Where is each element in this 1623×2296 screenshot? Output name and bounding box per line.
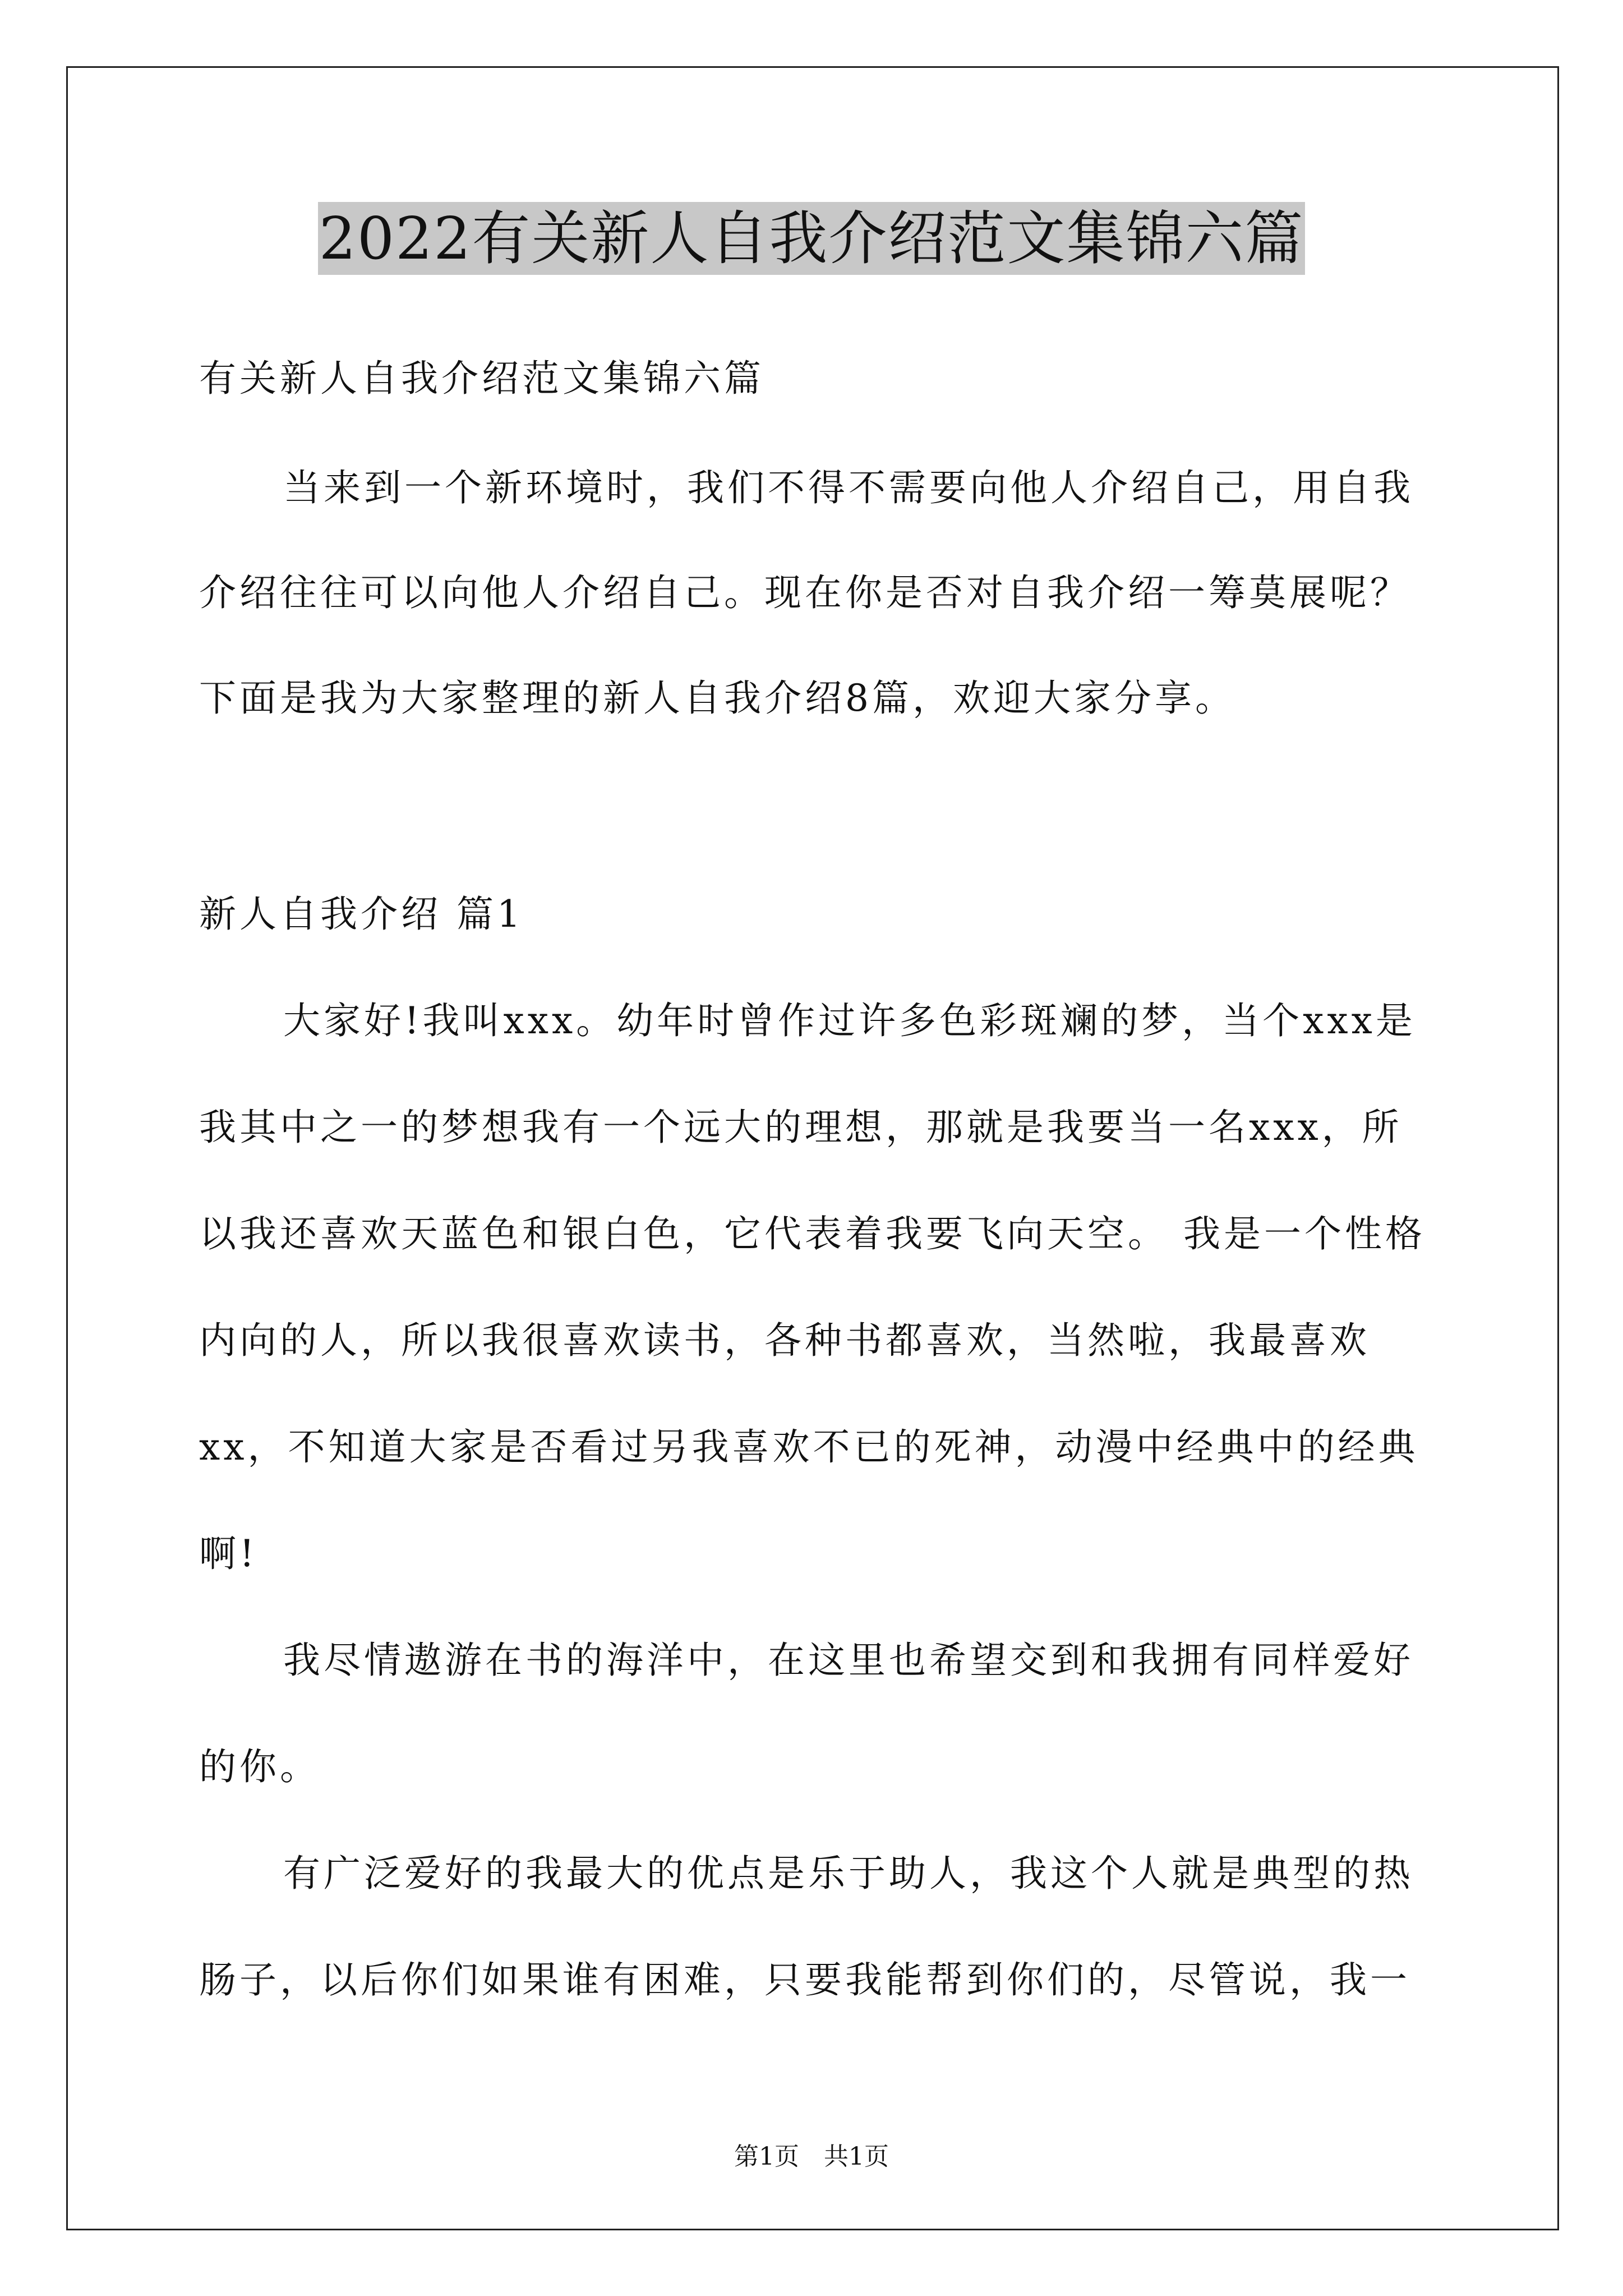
intro-line: 下面是我为大家整理的新人自我介绍8篇，欢迎大家分享。: [199, 677, 1235, 720]
paragraph-line: 啊!: [199, 1532, 258, 1575]
intro-line: 当来到一个新环境时，我们不得不需要向他人介绍自己，用自我: [283, 466, 1414, 509]
paragraph-line: 我尽情遨游在书的海洋中，在这里也希望交到和我拥有同样爱好: [283, 1639, 1414, 1682]
paragraph-line: 的你。: [199, 1745, 320, 1788]
document-subtitle: 有关新人自我介绍范文集锦六篇: [199, 357, 764, 400]
page-number-footer: 第1页 共1页: [734, 2142, 889, 2171]
paragraph-line: 大家好!我叫xxx。幼年时曾作过许多色彩斑斓的梦，当个xxx是: [283, 999, 1416, 1042]
intro-line: 介绍往往可以向他人介绍自己。现在你是否对自我介绍一筹莫展呢？: [199, 571, 1410, 614]
paragraph-line: 有广泛爱好的我最大的优点是乐于助人，我这个人就是典型的热: [283, 1852, 1414, 1895]
document-title: [0, 202, 1623, 275]
paragraph-line: 我其中之一的梦想我有一个远大的理想，那就是我要当一名xxx，所: [199, 1106, 1403, 1149]
paragraph-line: 以我还喜欢天蓝色和银白色，它代表着我要飞向天空。 我是一个性格: [199, 1212, 1426, 1255]
paragraph-line: 内向的人，所以我很喜欢读书，各种书都喜欢，当然啦，我最喜欢: [199, 1319, 1370, 1362]
section-heading: 新人自我介绍 篇1: [199, 892, 524, 936]
paragraph-line: 肠子，以后你们如果谁有困难，只要我能帮到你们的，尽管说，我一: [199, 1958, 1410, 2001]
document-title-text: 2022有关新人自我介绍范文集锦六篇: [318, 202, 1306, 275]
paragraph-line: xx，不知道大家是否看过另我喜欢不已的死神，动漫中经典中的经典: [199, 1425, 1419, 1469]
